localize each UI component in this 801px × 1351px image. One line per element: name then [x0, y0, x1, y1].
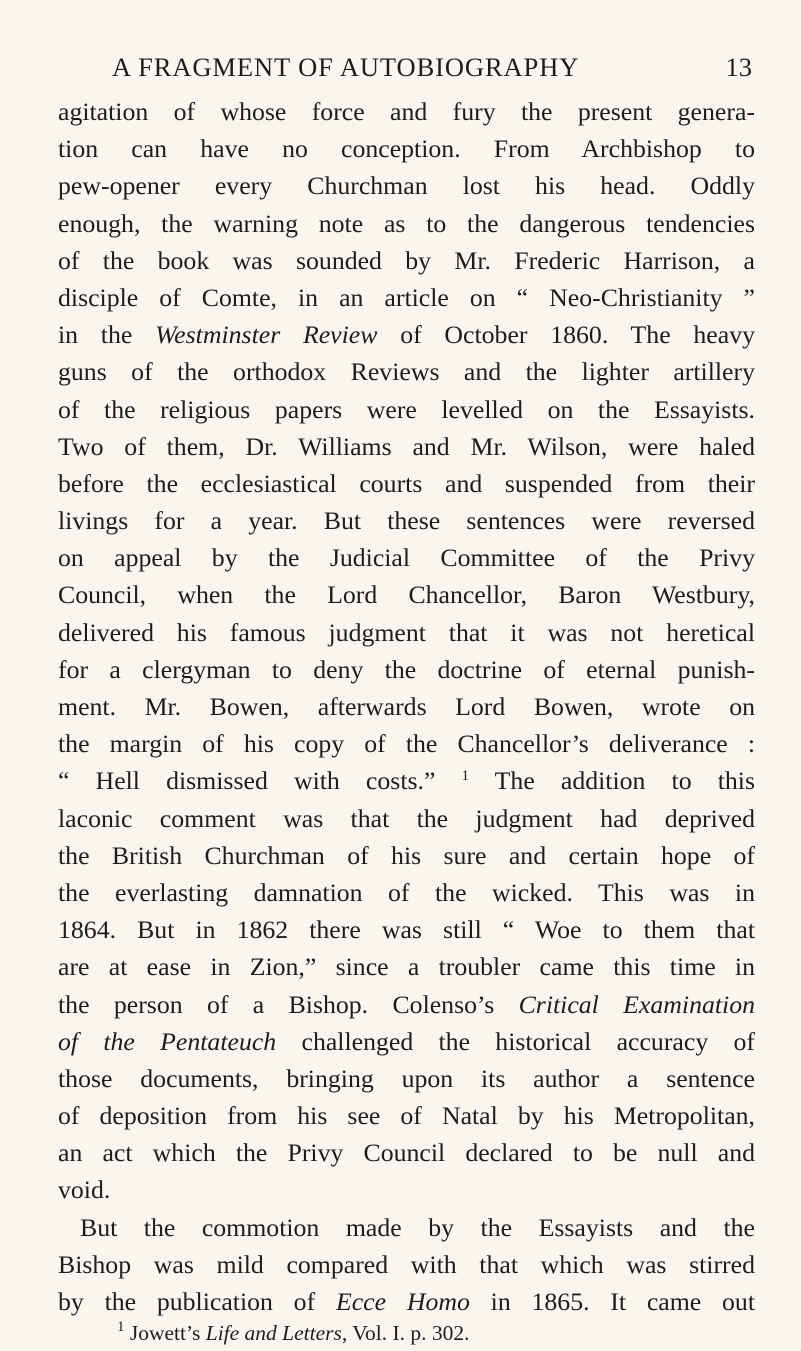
text-line: the everlasting damnation of the wicked. This was in [58, 877, 755, 907]
text-line: Two of them, Dr. Williams and Mr. Wilson, were haled [58, 431, 755, 461]
text-line: by the publication of Ecce Homo in 1865. It came out [58, 1287, 755, 1316]
text-line: enough, the warning note as to the dangerous tendencies [58, 208, 755, 238]
italic-title: Critical Examination [518, 989, 756, 1019]
text-line: agitation of whose force and fury the present genera- [58, 97, 755, 126]
italic-title: Ecce Homo [335, 1287, 470, 1316]
text-line: livings for a year. But these sentences were reversed [58, 506, 755, 536]
text-line: of the Pentateuch challenged the historical accuracy of [58, 1026, 755, 1056]
text-line: the person of a Bishop. Colenso’s Critical Examination [58, 989, 756, 1019]
text-line: of the religious papers were levelled on the Essayists. [58, 394, 755, 424]
text-line: for a clergyman to deny the doctrine of eternal punish- [58, 654, 755, 684]
text-line: before the ecclesiastical courts and suspended from their [58, 468, 755, 498]
text-line: Council, when the Lord Chancellor, Baron Westbury, [58, 580, 755, 610]
text-line: in the Westminster Review of October 1860. The heavy [58, 320, 755, 350]
footnote-reference: 1 [461, 768, 470, 785]
body-text [58, 93, 755, 1348]
running-title: A FRAGMENT OF AUTOBIOGRAPHY [112, 52, 580, 82]
text-line: of the book was sounded by Mr. Frederic Harrison, a [58, 245, 755, 275]
text-line: “ Hell dismissed with costs.” $^1$ The addition to this [58, 766, 755, 796]
text-line: disciple of Comte, in an article on “ Neo-Christianity ” [58, 282, 755, 312]
text-line: the margin of his copy of the Chancellor’s deliverance : [58, 729, 755, 759]
text-line: tion can have no conception. From Archbishop to [58, 134, 755, 164]
text-line: But the commotion made by the Essayists and the [80, 1212, 755, 1242]
footnote-title: Life and Letters [205, 1321, 342, 1346]
text-line: ment. Mr. Bowen, afterwards Lord Bowen, wrote on [58, 692, 755, 721]
text-line: Bishop was mild compared with that which was stirred [58, 1249, 755, 1279]
text-line: an act which the Privy Council declared to be null and [58, 1138, 755, 1168]
text-line: on appeal by the Judicial Committee of the Privy [58, 543, 755, 573]
text-line: delivered his famous judgment that it was not heretical [58, 617, 755, 647]
text-line: are at ease in Zion,” since a troubler came this time in [58, 952, 755, 982]
running-head [112, 52, 752, 92]
italic-title: of the Pentateuch [58, 1026, 277, 1056]
page-number: 13 [725, 52, 752, 82]
text-line: void. [58, 1175, 111, 1205]
text-line: guns of the orthodox Reviews and the lighter artillery [58, 357, 755, 387]
footnote: $^1$ Jowett’s Life and Letters, Vol. I. p. 302. [117, 1319, 470, 1346]
text-line: those documents, bringing upon its author a sentence [58, 1063, 755, 1093]
text-line: laconic comment was that the judgment had deprived [58, 803, 755, 833]
text-line: the British Churchman of his sure and certain hope of [58, 840, 755, 870]
text-line: 1864. But in 1862 there was still “ Woe to them that [58, 915, 755, 945]
text-line: pew-opener every Churchman lost his head. Oddly [58, 171, 755, 201]
footnote-marker: 1 [117, 1319, 125, 1336]
text-line: of deposition from his see of Natal by his Metropolitan, [58, 1101, 755, 1131]
italic-title: Westminster Review [155, 320, 378, 350]
